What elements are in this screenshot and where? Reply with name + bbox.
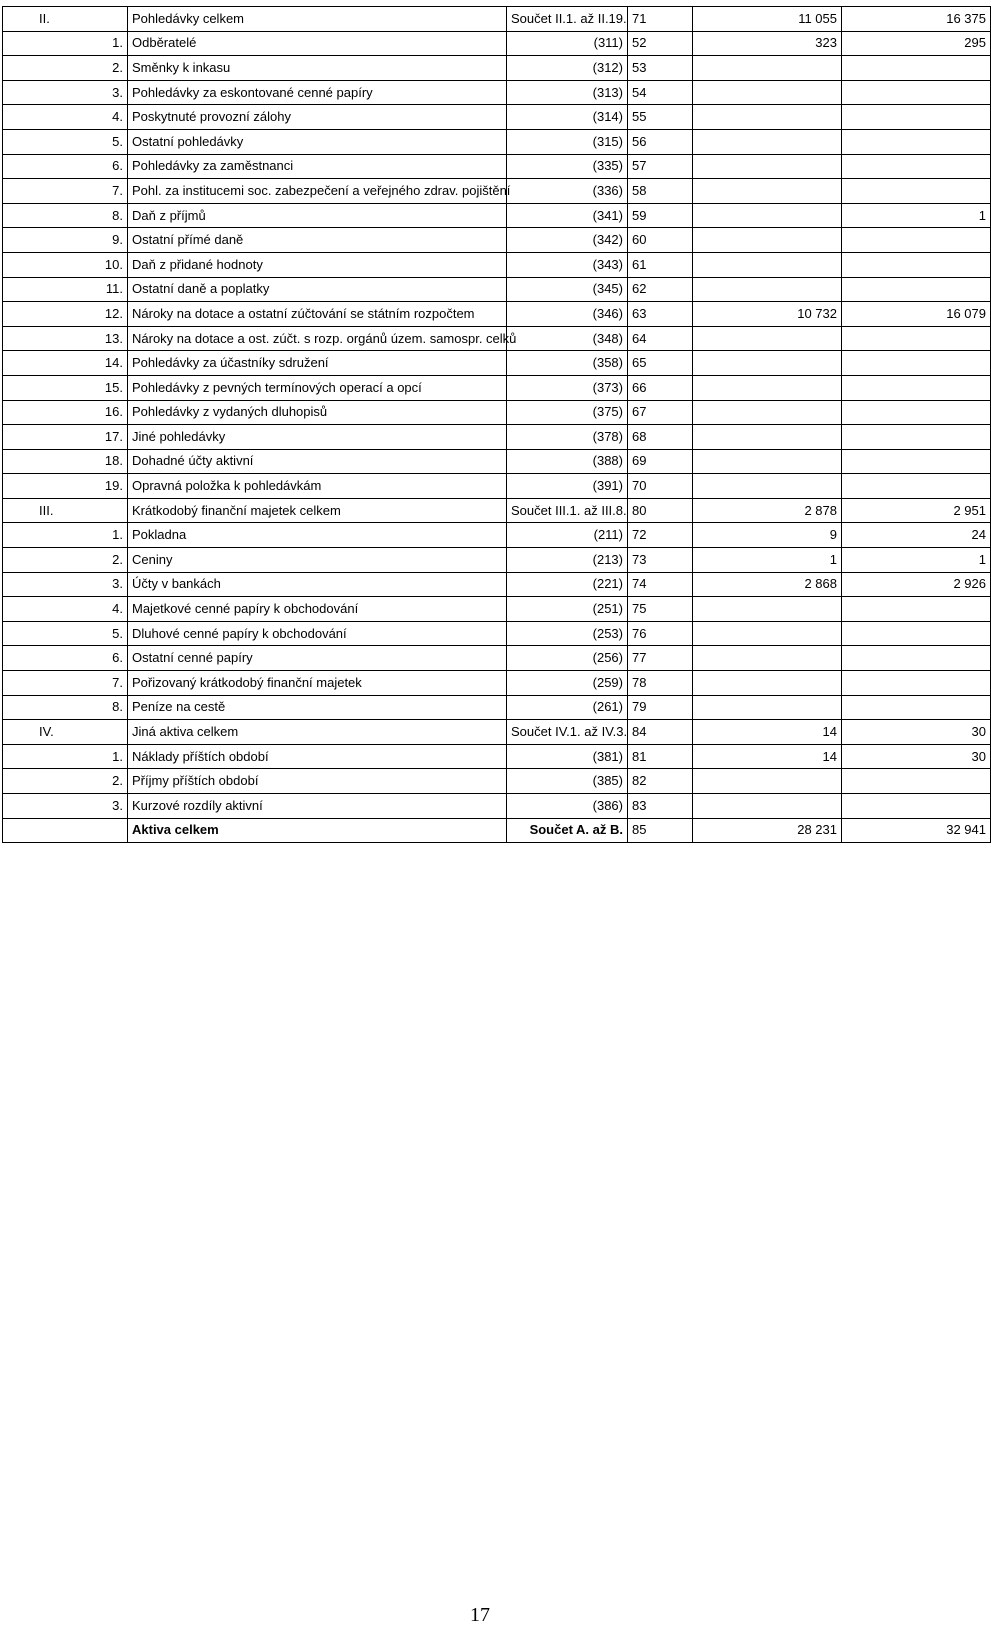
value-previous [842, 769, 991, 794]
account-code: (348) [507, 326, 628, 351]
row-number: 14. [3, 351, 128, 376]
line-number: 69 [628, 449, 693, 474]
table-row [3, 277, 991, 302]
value-current: 10 732 [693, 302, 842, 327]
value-previous [842, 351, 991, 376]
item-name: Peníze na cestě [128, 695, 507, 720]
line-number: 60 [628, 228, 693, 253]
row-number: 11. [3, 277, 128, 302]
value-current [693, 375, 842, 400]
account-code: (221) [507, 572, 628, 597]
line-number: 55 [628, 105, 693, 130]
line-number: 56 [628, 129, 693, 154]
value-current [693, 671, 842, 696]
item-name: Účty v bankách [128, 572, 507, 597]
value-current [693, 277, 842, 302]
value-current [693, 105, 842, 130]
table-row [3, 597, 991, 622]
value-previous: 16 079 [842, 302, 991, 327]
value-current [693, 400, 842, 425]
line-number: 59 [628, 203, 693, 228]
item-name: Dluhové cenné papíry k obchodování [128, 621, 507, 646]
item-name: Ostatní pohledávky [128, 129, 507, 154]
row-number: 7. [3, 179, 128, 204]
account-code: (313) [507, 80, 628, 105]
table-row [3, 474, 991, 499]
row-number: 10. [3, 252, 128, 277]
line-number: 79 [628, 695, 693, 720]
table-row [3, 400, 991, 425]
value-current [693, 794, 842, 819]
value-current [693, 474, 842, 499]
row-number: IV. [3, 720, 128, 745]
account-code: (345) [507, 277, 628, 302]
line-number: 58 [628, 179, 693, 204]
account-code: (311) [507, 31, 628, 56]
account-code: (385) [507, 769, 628, 794]
row-number: 5. [3, 621, 128, 646]
line-number: 73 [628, 548, 693, 573]
row-number: 6. [3, 154, 128, 179]
value-previous [842, 671, 991, 696]
value-previous [842, 474, 991, 499]
total-row [3, 818, 991, 843]
table-row [3, 228, 991, 253]
item-name: Pohledávky celkem [128, 7, 507, 32]
account-code: (375) [507, 400, 628, 425]
value-current: 1 [693, 548, 842, 573]
row-number: 2. [3, 56, 128, 81]
account-code: (358) [507, 351, 628, 376]
value-current [693, 351, 842, 376]
row-number: 3. [3, 80, 128, 105]
value-previous: 24 [842, 523, 991, 548]
account-code: (381) [507, 744, 628, 769]
row-number: 8. [3, 695, 128, 720]
value-current [693, 449, 842, 474]
value-current [693, 326, 842, 351]
account-code: (314) [507, 105, 628, 130]
row-number: 3. [3, 794, 128, 819]
line-number: 75 [628, 597, 693, 622]
row-number: 3. [3, 572, 128, 597]
row-number: II. [3, 7, 128, 32]
value-previous: 30 [842, 744, 991, 769]
value-previous: 2 951 [842, 498, 991, 523]
value-current [693, 179, 842, 204]
line-number: 64 [628, 326, 693, 351]
row-number: III. [3, 498, 128, 523]
line-number: 68 [628, 425, 693, 450]
value-previous [842, 695, 991, 720]
item-name: Nároky na dotace a ostatní zúčtování se státním rozpočtem [128, 302, 507, 327]
account-code: (335) [507, 154, 628, 179]
item-name: Jiná aktiva celkem [128, 720, 507, 745]
account-code: Součet A. až B. [507, 818, 628, 843]
table-row [3, 80, 991, 105]
value-previous: 295 [842, 31, 991, 56]
row-number [3, 818, 128, 843]
balance-sheet-table [2, 6, 991, 843]
row-number: 15. [3, 375, 128, 400]
account-code: (391) [507, 474, 628, 499]
item-name: Dohadné účty aktivní [128, 449, 507, 474]
row-number: 17. [3, 425, 128, 450]
row-number: 2. [3, 548, 128, 573]
row-number: 6. [3, 646, 128, 671]
item-name: Ostatní daně a poplatky [128, 277, 507, 302]
row-number: 4. [3, 105, 128, 130]
table-row [3, 351, 991, 376]
table-row [3, 621, 991, 646]
line-number: 85 [628, 818, 693, 843]
value-previous [842, 252, 991, 277]
account-code: (213) [507, 548, 628, 573]
value-current: 2 878 [693, 498, 842, 523]
value-current: 28 231 [693, 818, 842, 843]
table-row [3, 154, 991, 179]
item-name: Pořizovaný krátkodobý finanční majetek [128, 671, 507, 696]
table-row [3, 326, 991, 351]
account-code: Součet II.1. až II.19. [507, 7, 628, 32]
account-code: (342) [507, 228, 628, 253]
line-number: 76 [628, 621, 693, 646]
item-name: Pohledávky z vydaných dluhopisů [128, 400, 507, 425]
table-row [3, 302, 991, 327]
row-number: 12. [3, 302, 128, 327]
value-previous [842, 326, 991, 351]
account-code: (346) [507, 302, 628, 327]
row-number: 16. [3, 400, 128, 425]
item-name: Ostatní přímé daně [128, 228, 507, 253]
row-number: 4. [3, 597, 128, 622]
line-number: 81 [628, 744, 693, 769]
item-name: Pohledávky za zaměstnanci [128, 154, 507, 179]
account-code: Součet III.1. až III.8. [507, 498, 628, 523]
table-body [3, 7, 991, 843]
table-row [3, 572, 991, 597]
value-previous: 30 [842, 720, 991, 745]
value-previous [842, 154, 991, 179]
line-number: 66 [628, 375, 693, 400]
item-name: Daň z přidané hodnoty [128, 252, 507, 277]
account-code: (253) [507, 621, 628, 646]
value-previous [842, 105, 991, 130]
table-row [3, 375, 991, 400]
value-current: 323 [693, 31, 842, 56]
account-code: (259) [507, 671, 628, 696]
item-name: Kurzové rozdíly aktivní [128, 794, 507, 819]
value-current [693, 695, 842, 720]
row-number: 5. [3, 129, 128, 154]
table-row [3, 695, 991, 720]
table-row [3, 425, 991, 450]
table-row [3, 548, 991, 573]
table-row [3, 105, 991, 130]
item-name: Jiné pohledávky [128, 425, 507, 450]
value-previous: 32 941 [842, 818, 991, 843]
item-name: Ostatní cenné papíry [128, 646, 507, 671]
item-name: Pohledávky za účastníky sdružení [128, 351, 507, 376]
account-code: (373) [507, 375, 628, 400]
value-current [693, 129, 842, 154]
account-code: (261) [507, 695, 628, 720]
table-row [3, 769, 991, 794]
value-previous: 1 [842, 548, 991, 573]
value-previous [842, 597, 991, 622]
value-current [693, 425, 842, 450]
account-code: (312) [507, 56, 628, 81]
value-previous [842, 425, 991, 450]
row-number: 13. [3, 326, 128, 351]
account-code: (388) [507, 449, 628, 474]
value-current [693, 228, 842, 253]
value-previous [842, 277, 991, 302]
row-number: 1. [3, 744, 128, 769]
row-number: 19. [3, 474, 128, 499]
account-code: (256) [507, 646, 628, 671]
item-name: Majetkové cenné papíry k obchodování [128, 597, 507, 622]
account-code: (251) [507, 597, 628, 622]
value-current [693, 597, 842, 622]
table-row [3, 523, 991, 548]
section-row [3, 720, 991, 745]
value-previous [842, 179, 991, 204]
table-row [3, 56, 991, 81]
value-previous [842, 228, 991, 253]
table-row [3, 252, 991, 277]
table-row [3, 671, 991, 696]
row-number: 2. [3, 769, 128, 794]
value-current: 9 [693, 523, 842, 548]
item-name: Směnky k inkasu [128, 56, 507, 81]
table-row [3, 31, 991, 56]
value-current: 11 055 [693, 7, 842, 32]
line-number: 74 [628, 572, 693, 597]
line-number: 80 [628, 498, 693, 523]
value-current: 2 868 [693, 572, 842, 597]
row-number: 1. [3, 523, 128, 548]
value-previous [842, 80, 991, 105]
line-number: 77 [628, 646, 693, 671]
item-name: Odběratelé [128, 31, 507, 56]
table-row [3, 449, 991, 474]
item-name: Náklady příštích období [128, 744, 507, 769]
value-previous [842, 449, 991, 474]
value-previous: 1 [842, 203, 991, 228]
value-previous: 16 375 [842, 7, 991, 32]
row-number: 9. [3, 228, 128, 253]
item-name: Nároky na dotace a ost. zúčt. s rozp. orgánů územ. samospr. celků [128, 326, 507, 351]
value-previous: 2 926 [842, 572, 991, 597]
section-row [3, 498, 991, 523]
line-number: 82 [628, 769, 693, 794]
row-number: 8. [3, 203, 128, 228]
value-previous [842, 375, 991, 400]
value-current [693, 646, 842, 671]
item-name: Příjmy příštích období [128, 769, 507, 794]
item-name: Pohledávky za eskontované cenné papíry [128, 80, 507, 105]
line-number: 63 [628, 302, 693, 327]
item-name: Poskytnuté provozní zálohy [128, 105, 507, 130]
row-number: 7. [3, 671, 128, 696]
value-previous [842, 56, 991, 81]
table-row [3, 179, 991, 204]
line-number: 54 [628, 80, 693, 105]
account-code: (211) [507, 523, 628, 548]
value-current [693, 621, 842, 646]
account-code: (315) [507, 129, 628, 154]
line-number: 53 [628, 56, 693, 81]
item-name: Aktiva celkem [128, 818, 507, 843]
row-number: 1. [3, 31, 128, 56]
item-name: Pohl. za institucemi soc. zabezpečení a veřejného zdrav. pojištění [128, 179, 507, 204]
table-row [3, 646, 991, 671]
account-code: (336) [507, 179, 628, 204]
table-row [3, 744, 991, 769]
value-current [693, 80, 842, 105]
item-name: Krátkodobý finanční majetek celkem [128, 498, 507, 523]
value-current [693, 154, 842, 179]
line-number: 78 [628, 671, 693, 696]
value-previous [842, 794, 991, 819]
line-number: 67 [628, 400, 693, 425]
line-number: 84 [628, 720, 693, 745]
line-number: 83 [628, 794, 693, 819]
line-number: 71 [628, 7, 693, 32]
value-previous [842, 400, 991, 425]
value-previous [842, 129, 991, 154]
item-name: Ceniny [128, 548, 507, 573]
item-name: Daň z příjmů [128, 203, 507, 228]
value-current [693, 56, 842, 81]
value-previous [842, 621, 991, 646]
line-number: 70 [628, 474, 693, 499]
table-row [3, 203, 991, 228]
line-number: 62 [628, 277, 693, 302]
page-number: 17 [470, 1604, 490, 1626]
value-current: 14 [693, 744, 842, 769]
account-code: (378) [507, 425, 628, 450]
account-code: Součet IV.1. až IV.3. [507, 720, 628, 745]
item-name: Opravná položka k pohledávkám [128, 474, 507, 499]
item-name: Pokladna [128, 523, 507, 548]
value-current: 14 [693, 720, 842, 745]
account-code: (343) [507, 252, 628, 277]
line-number: 61 [628, 252, 693, 277]
row-number: 18. [3, 449, 128, 474]
line-number: 52 [628, 31, 693, 56]
value-current [693, 203, 842, 228]
value-current [693, 252, 842, 277]
item-name: Pohledávky z pevných termínových operací a opcí [128, 375, 507, 400]
value-previous [842, 646, 991, 671]
line-number: 57 [628, 154, 693, 179]
account-code: (341) [507, 203, 628, 228]
line-number: 72 [628, 523, 693, 548]
table-row [3, 129, 991, 154]
section-row [3, 7, 991, 32]
account-code: (386) [507, 794, 628, 819]
table-row [3, 794, 991, 819]
value-current [693, 769, 842, 794]
line-number: 65 [628, 351, 693, 376]
